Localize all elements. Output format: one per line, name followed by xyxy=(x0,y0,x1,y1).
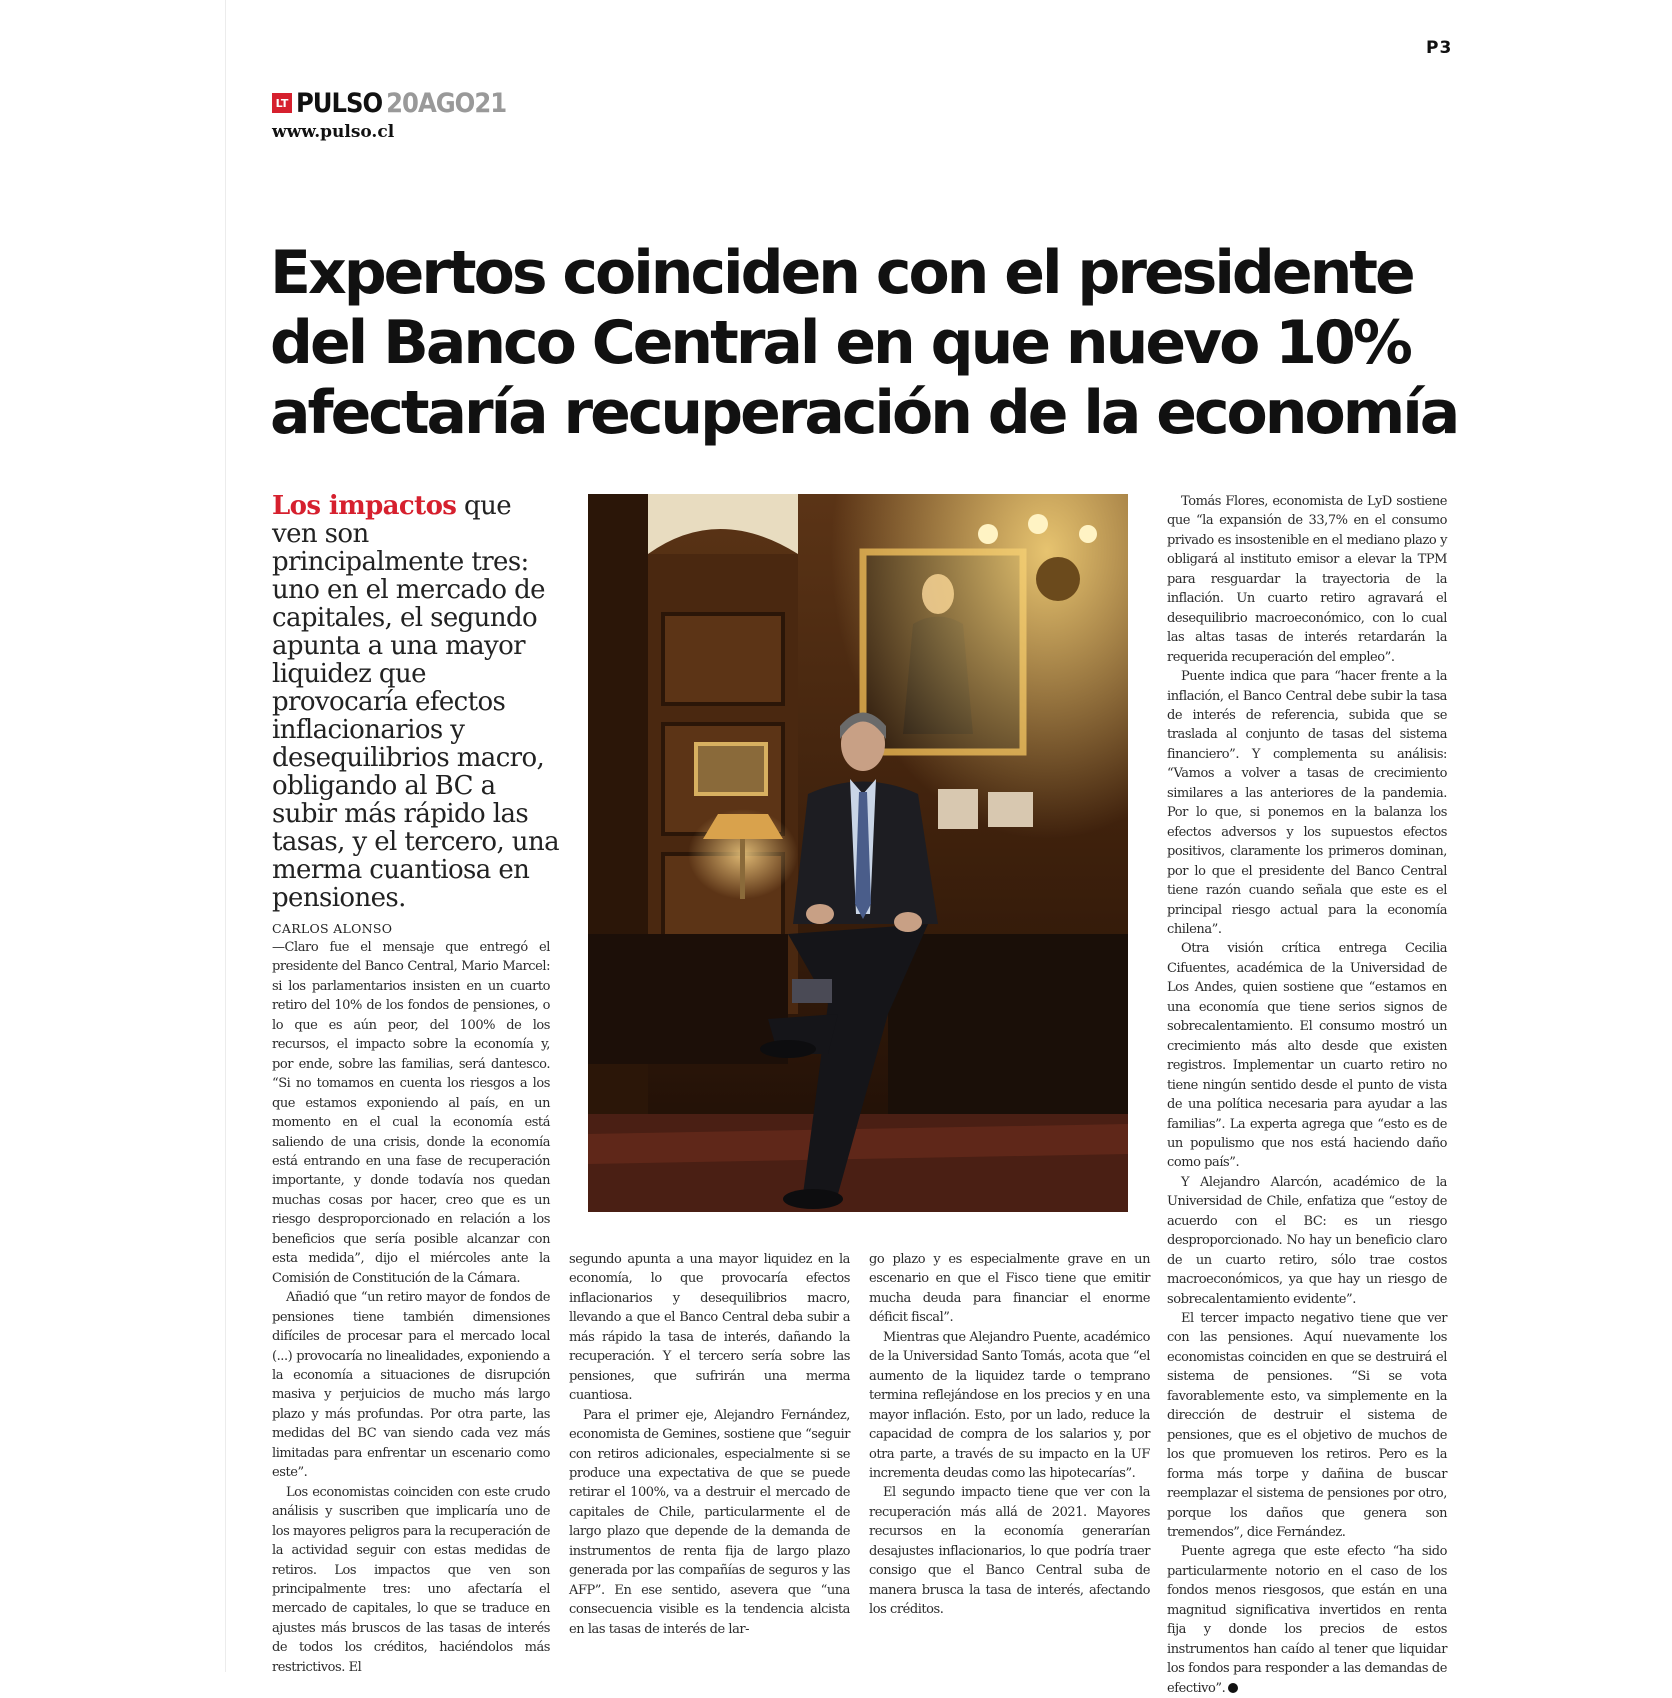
masthead xyxy=(272,88,506,118)
body-column-1 xyxy=(272,938,550,1677)
byline: CARLOS ALONSO xyxy=(272,921,393,936)
page-number: P3 xyxy=(1426,38,1453,58)
body-paragraph: Para el primer eje, Alejandro Fernández, economista de Gemines, sostiene que “seguir con retiros adicionales, especialmente si se produce una expectativa de que se puede retirar el 100%, va a destruir el mercado de capitales de Chile, particularmente el de largo plazo que depende de la demanda de instrumentos de renta fija de largo plazo generada por las compañías de seguros y las AFP”. En ese sentido, asevera que “una consecuencia visible es la tendencia alcista en las tasas de interés de lar- xyxy=(569,1407,850,1637)
lt-logo-icon: LT xyxy=(272,93,292,113)
body-column-4 xyxy=(1167,492,1447,1698)
portrait-photo xyxy=(588,494,1128,1212)
body-paragraph: El tercer impacto negativo tiene que ver con las pensiones. Aquí nuevamente los economistas coinciden en que se destruirá el sistema de pensiones. “Si se vota favorablemente esto, va simplemente en la dirección de destruir el sistema de pensiones, que es el objetivo de muchos de los que promueven los retiros. Pero es la forma más torpe y dañina de buscar reemplazar el sistema de pensiones por otro, porque los daños que genera son tremendos”, dice Fernández. xyxy=(1167,1311,1447,1541)
body-paragraph: segundo apunta a una mayor liquidez en la economía, lo que provocaría efectos inflacionarios y desequilibrios macro, llevando a que el Banco Central deba subir a más rápido la tasa de interés, dañando la recuperación. Y el tercero sería sobre las pensiones, que sufrirán una merma cuantiosa. xyxy=(569,1252,850,1404)
body-paragraph: —Claro fue el mensaje que entregó el presidente del Banco Central, Mario Marcel: si los parlamentarios insisten en un cuarto retiro del 10% de los fondos de pensiones, o lo que es aún peor, del 100% de los recursos, el impacto sobre la economía y, por ende, sobre las familias, será dantesco. “Si no tomamos en cuenta los riesgos a los que estamos exponiendo al país, en un momento en el cual la economía está saliendo de una crisis, donde la economía está entrando en una fase de recuperación importante, y donde todavía nos quedan muchas cosas por hacer, creo que es un riesgo desproporcionado en relación a los beneficios que sería posible alcanzar con esta medida”, dijo el miércoles ante la Comisión de Constitución de la Cámara. xyxy=(272,940,550,1286)
website-url[interactable]: www.pulso.cl xyxy=(272,122,395,142)
body-paragraph-final xyxy=(1167,1542,1447,1698)
body-paragraph: Añadió que “un retiro mayor de fondos de pensiones tiene también dimensiones difíciles de procesar para el mercado local (...) provocaría no linealidades, exponiendo a la economía a situaciones de disrupción masiva y perjuicios de mucho más largo plazo y más profundas. Por otra parte, las medidas del BC van siendo cada vez más limitadas para enfrentar un escenario como este”. xyxy=(272,1290,550,1481)
headline: Expertos coinciden con el presidente del Banco Central en que nuevo 10% afectaría recuperación de la economía xyxy=(270,238,1458,448)
end-of-article-icon xyxy=(1228,1683,1238,1693)
body-column-3 xyxy=(869,1250,1150,1620)
body-paragraph: Los economistas coinciden con este crudo análisis y suscriben que implicaría uno de los mayores peligros para la recuperación de la actividad seguir con estas medidas de retiros. Los impactos que ven son principalmente tres: uno afectaría el mercado de capitales, lo que se traduce en ajustes más bruscos de las tasas de interés de todos los créditos, haciéndolos más restrictivos. El xyxy=(272,1484,550,1675)
body-paragraph: El segundo impacto tiene que ver con la recuperación más allá de 2021. Mayores recursos en la economía generarían desajustes inflacionarios, lo que podría traer consigo que el Banco Central suba de manera brusca la tasa de interés, afectando los créditos. xyxy=(869,1485,1150,1618)
body-paragraph: go plazo y es especialmente grave en un escenario en que el Fisco tiene que emitir mucha deuda para financiar el enorme déficit fiscal”. xyxy=(869,1252,1150,1326)
body-paragraph: Puente indica que para “hacer frente a la inflación, el Banco Central debe subir la tasa de interés de referencia, subida que se traslada al conjunto de tasas del sistema financiero”. Y complementa su análisis: “Vamos a volver a tasas de crecimiento similares a las anteriores de la pandemia. Por lo que, si ponemos en la balanza los efectos adversos y los supuestos efectos positivos, claramente los primeros dominan, por lo que el presidente del Banco Central tiene razón cuando señala que este es el principal riesgo actual para la economía chilena”. xyxy=(1167,669,1447,937)
lead-kicker: Los impactos xyxy=(272,491,457,521)
lead-text: que ven son principalmente tres: uno en el mercado de capitales, el segundo apunta a una mayor liquidez que provocaría efectos inflacionarios y desequilibrios macro, obligando al BC a subir más rápido las tasas, y el tercero, una merma cuantiosa en pensiones. xyxy=(272,491,559,913)
body-paragraph: Tomás Flores, economista de LyD sostiene que “la expansión de 33,7% en el consumo privado es insostenible en el mediano plazo y obligará al instituto emisor a elevar la TPM para resguardar la trayectoria de la inflación. Un cuarto retiro agravará el desequilibrio macroeconómico, con lo cual las altas tasas de interés retardarán la requerida recuperación del empleo”. xyxy=(1167,494,1447,665)
issue-date: 20AGO21 xyxy=(386,87,507,119)
lead-paragraph xyxy=(272,492,560,912)
portrait-photo-illustration xyxy=(588,494,1128,1212)
brand-name: PULSO xyxy=(296,87,383,119)
body-paragraph: Mientras que Alejandro Puente, académico de la Universidad Santo Tomás, acota que “el aumento de la liquidez tarde o temprano termina reflejándose en los precios y en una mayor inflación. Esto, por un lado, reduce la capacidad de compra de los salarios y, por otra parte, a través de su impacto en la UF incrementa deudas como las hipotecarías”. xyxy=(869,1329,1150,1481)
body-paragraph: Y Alejandro Alarcón, académico de la Universidad de Chile, enfatiza que “estoy de acuerdo con el BC: es un riesgo desproporcionado. No hay un beneficio claro de un cuarto retiro, sólo trae costos macroeconómicos, ya que hay un riesgo de sobrecalentamiento evidente”. xyxy=(1167,1174,1447,1307)
body-paragraph: Otra visión crítica entrega Cecilia Cifuentes, académica de la Universidad de Los Andes, quien sostiene que “estamos en una economía que tiene serios signos de sobrecalentamiento. El consumo mostró un crecimiento más alto desde que existen registros. Implementar un cuarto retiro no tiene ningún sentido desde el punto de vista de una política necesaria para ayudar a las familias”. La experta agrega que “esto es de un populismo que nos está haciendo daño como país”. xyxy=(1167,941,1447,1171)
body-paragraph-final-text: Puente agrega que este efecto “ha sido particularmente notorio en el caso de los fondos menos riesgosos, que están en una magnitud significativa invertidos en renta fija y donde los precios de estos instrumentos han caído al tener que liquidar los fondos para responder a las demandas de efectivo”. xyxy=(1167,1544,1447,1696)
body-column-2 xyxy=(569,1250,850,1639)
